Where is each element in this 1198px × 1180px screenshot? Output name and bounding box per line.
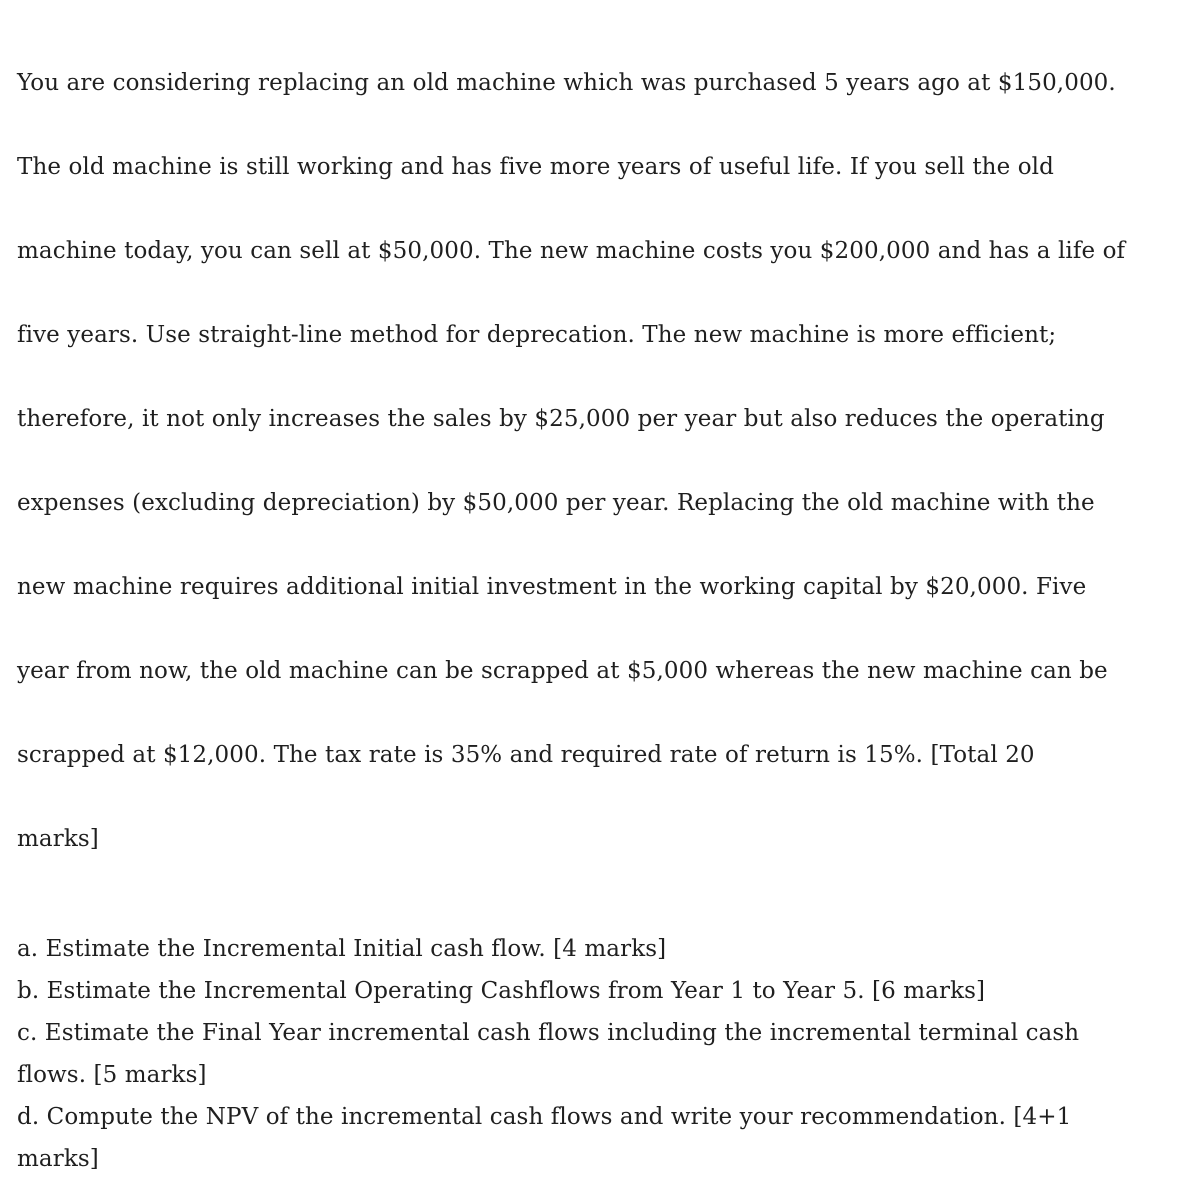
problem-line: marks] bbox=[17, 826, 99, 852]
question-d bbox=[17, 1096, 1187, 1180]
question-c bbox=[17, 1012, 1187, 1096]
problem-line: expenses (excluding depreciation) by $50,000 per year. Replacing the old machine with the bbox=[17, 490, 1095, 516]
problem-line: machine today, you can sell at $50,000. The new machine costs you $200,000 and has a life of bbox=[17, 238, 1126, 264]
problem-line: scrapped at $12,000. The tax rate is 35% and required rate of return is 15%. [Total 20 bbox=[17, 742, 1035, 768]
question-line: b. Estimate the Incremental Operating Cashflows from Year 1 to Year 5. [6 marks] bbox=[17, 978, 986, 1004]
problem-line: year from now, the old machine can be scrapped at $5,000 whereas the new machine can be bbox=[17, 658, 1108, 684]
problem-line: The old machine is still working and has five more years of useful life. If you sell the old bbox=[17, 154, 1054, 180]
problem-line: five years. Use straight-line method for deprecation. The new machine is more efficient; bbox=[17, 322, 1057, 348]
document-body bbox=[17, 20, 1187, 1180]
question-b bbox=[17, 970, 1187, 1012]
problem-line: therefore, it not only increases the sales by $25,000 per year but also reduces the operating bbox=[17, 406, 1105, 432]
problem-line: You are considering replacing an old machine which was purchased 5 years ago at $150,000. bbox=[17, 70, 1116, 96]
question-a bbox=[17, 928, 1187, 970]
question-line: c. Estimate the Final Year incremental cash flows including the incremental terminal cash bbox=[17, 1020, 1080, 1046]
question-line: marks] bbox=[17, 1146, 99, 1172]
question-line: flows. [5 marks] bbox=[17, 1062, 207, 1088]
problem-line: new machine requires additional initial investment in the working capital by $20,000. Five bbox=[17, 574, 1087, 600]
problem-statement bbox=[17, 20, 1187, 902]
question-line: d. Compute the NPV of the incremental cash flows and write your recommendation. [4+1 bbox=[17, 1104, 1072, 1130]
question-line: a. Estimate the Incremental Initial cash flow. [4 marks] bbox=[17, 936, 667, 962]
